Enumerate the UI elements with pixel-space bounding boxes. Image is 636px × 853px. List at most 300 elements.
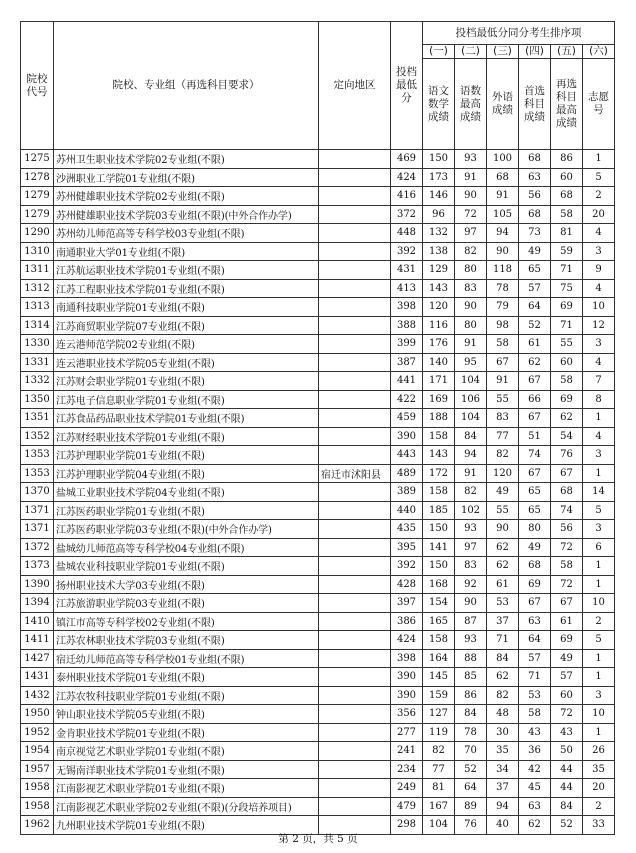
cell-preference-no: 5 — [583, 168, 615, 187]
cell-foreign-language: 78 — [487, 279, 519, 298]
cell-chinese-math: 150 — [423, 520, 455, 539]
cell-chinese-math: 120 — [423, 298, 455, 317]
cell-max-chinese-math: 70 — [455, 742, 487, 761]
cell-chinese-math: 96 — [423, 205, 455, 224]
table-row — [21, 668, 615, 687]
cell-first-subject: 64 — [519, 631, 551, 650]
cell-chinese-math: 168 — [423, 575, 455, 594]
cell-min-score: 388 — [391, 316, 423, 335]
cell-first-subject: 49 — [519, 242, 551, 261]
cell-foreign-language: 90 — [487, 520, 519, 539]
cell-chinese-math: 158 — [423, 483, 455, 502]
cell-max-chinese-math: 91 — [455, 464, 487, 483]
table-row — [21, 279, 615, 298]
cell-preference-no: 4 — [583, 353, 615, 372]
cell-first-subject: 52 — [519, 316, 551, 335]
table-row — [21, 205, 615, 224]
cell-region — [319, 612, 391, 631]
cell-first-subject: 36 — [519, 742, 551, 761]
cell-preference-no: 5 — [583, 501, 615, 520]
cell-code: 1351 — [21, 409, 54, 428]
cell-foreign-language: 67 — [487, 353, 519, 372]
cell-chinese-math: 159 — [423, 686, 455, 705]
cell-code: 1958 — [21, 779, 54, 798]
cell-code: 1411 — [21, 631, 54, 650]
cell-code: 1350 — [21, 390, 54, 409]
table-row — [21, 298, 615, 317]
cell-chinese-math: 188 — [423, 409, 455, 428]
cell-name: 江南影视艺术职业学院02专业组(不限)(分段培养项目) — [54, 797, 319, 816]
header-col-num: (三) — [487, 45, 519, 59]
cell-name: 江苏农林职业技术学院03专业组(不限) — [54, 631, 319, 650]
cell-region — [319, 742, 391, 761]
cell-max-elective: 76 — [551, 446, 583, 465]
table-row — [21, 187, 615, 206]
admission-score-table — [20, 21, 615, 835]
cell-code: 1311 — [21, 261, 54, 280]
cell-code: 1330 — [21, 335, 54, 354]
cell-chinese-math: 173 — [423, 168, 455, 187]
cell-max-elective: 56 — [551, 520, 583, 539]
cell-region — [319, 335, 391, 354]
cell-max-chinese-math: 90 — [455, 187, 487, 206]
cell-max-chinese-math: 97 — [455, 538, 487, 557]
header-name: 院校、专业组（再选科目要求） — [54, 22, 319, 150]
cell-code: 1313 — [21, 298, 54, 317]
cell-region — [319, 779, 391, 798]
cell-name: 江苏护理职业学院04专业组(不限) — [54, 464, 319, 483]
cell-chinese-math: 172 — [423, 464, 455, 483]
cell-max-chinese-math: 95 — [455, 353, 487, 372]
cell-first-subject: 67 — [519, 372, 551, 391]
cell-chinese-math: 167 — [423, 797, 455, 816]
cell-min-score: 398 — [391, 649, 423, 668]
cell-code: 1371 — [21, 501, 54, 520]
cell-name: 盐城幼儿师范高等专科学校04专业组(不限) — [54, 538, 319, 557]
cell-name: 江苏商贸职业学院07专业组(不限) — [54, 316, 319, 335]
cell-code: 1431 — [21, 668, 54, 687]
cell-region — [319, 760, 391, 779]
cell-chinese-math: 116 — [423, 316, 455, 335]
table-row — [21, 501, 615, 520]
cell-region — [319, 168, 391, 187]
cell-foreign-language: 61 — [487, 575, 519, 594]
cell-code: 1958 — [21, 797, 54, 816]
cell-max-chinese-math: 94 — [455, 446, 487, 465]
cell-max-elective: 61 — [551, 612, 583, 631]
cell-max-elective: 59 — [551, 242, 583, 261]
cell-foreign-language: 55 — [487, 390, 519, 409]
cell-first-subject: 57 — [519, 279, 551, 298]
cell-max-elective: 69 — [551, 390, 583, 409]
cell-preference-no: 2 — [583, 612, 615, 631]
cell-max-chinese-math: 85 — [455, 668, 487, 687]
cell-first-subject: 53 — [519, 686, 551, 705]
cell-chinese-math: 146 — [423, 187, 455, 206]
cell-max-elective: 69 — [551, 298, 583, 317]
cell-max-chinese-math: 82 — [455, 483, 487, 502]
cell-max-chinese-math: 83 — [455, 557, 487, 576]
cell-min-score: 389 — [391, 483, 423, 502]
cell-min-score: 448 — [391, 224, 423, 243]
cell-min-score: 416 — [391, 187, 423, 206]
cell-chinese-math: 129 — [423, 261, 455, 280]
cell-foreign-language: 98 — [487, 316, 519, 335]
cell-region — [319, 797, 391, 816]
cell-first-subject: 68 — [519, 205, 551, 224]
cell-min-score: 234 — [391, 760, 423, 779]
cell-first-subject: 67 — [519, 594, 551, 613]
cell-max-elective: 52 — [551, 816, 583, 835]
cell-min-score: 489 — [391, 464, 423, 483]
cell-max-elective: 72 — [551, 575, 583, 594]
cell-preference-no: 7 — [583, 372, 615, 391]
cell-code: 1954 — [21, 742, 54, 761]
cell-max-elective: 68 — [551, 483, 583, 502]
cell-first-subject: 64 — [519, 298, 551, 317]
cell-name: 南通科技职业学院01专业组(不限) — [54, 298, 319, 317]
cell-chinese-math: 185 — [423, 501, 455, 520]
cell-code: 1331 — [21, 353, 54, 372]
cell-foreign-language: 118 — [487, 261, 519, 280]
cell-name: 苏州健雄职业技术学院03专业组(不限)(中外合作办学) — [54, 205, 319, 224]
cell-preference-no: 35 — [583, 760, 615, 779]
cell-first-subject: 63 — [519, 612, 551, 631]
cell-region — [319, 224, 391, 243]
cell-foreign-language: 71 — [487, 631, 519, 650]
cell-min-score: 241 — [391, 742, 423, 761]
cell-region — [319, 557, 391, 576]
cell-preference-no: 1 — [583, 668, 615, 687]
cell-preference-no: 3 — [583, 520, 615, 539]
cell-max-chinese-math: 104 — [455, 409, 487, 428]
cell-first-subject: 45 — [519, 779, 551, 798]
cell-code: 1427 — [21, 649, 54, 668]
cell-code: 1279 — [21, 187, 54, 206]
cell-first-subject: 57 — [519, 649, 551, 668]
table-row — [21, 779, 615, 798]
page-footer: 第 2 页，共 5 页 — [278, 833, 358, 845]
table-row — [21, 649, 615, 668]
cell-code: 1353 — [21, 446, 54, 465]
table-row — [21, 557, 615, 576]
cell-region — [319, 242, 391, 261]
cell-preference-no: 20 — [583, 205, 615, 224]
cell-first-subject: 62 — [519, 816, 551, 835]
cell-region — [319, 631, 391, 650]
cell-min-score: 399 — [391, 335, 423, 354]
cell-name: 盐城工业职业技术学院04专业组(不限) — [54, 483, 319, 502]
cell-region — [319, 705, 391, 724]
cell-min-score: 372 — [391, 205, 423, 224]
cell-max-elective: 71 — [551, 316, 583, 335]
header-min-score: 投档最低分 — [391, 22, 423, 150]
cell-region — [319, 686, 391, 705]
cell-max-elective: 54 — [551, 427, 583, 446]
cell-foreign-language: 62 — [487, 538, 519, 557]
cell-name: 江苏旅游职业学院03专业组(不限) — [54, 594, 319, 613]
cell-max-chinese-math: 93 — [455, 150, 487, 169]
table-row — [21, 797, 615, 816]
cell-chinese-math: 145 — [423, 668, 455, 687]
cell-chinese-math: 119 — [423, 723, 455, 742]
cell-region — [319, 261, 391, 280]
cell-region — [319, 205, 391, 224]
cell-chinese-math: 140 — [423, 353, 455, 372]
cell-chinese-math: 143 — [423, 446, 455, 465]
cell-chinese-math: 164 — [423, 649, 455, 668]
header-col-label: 再选科目最高成绩 — [551, 59, 583, 150]
header-code: 院校代号 — [21, 22, 54, 150]
cell-name: 钟山职业技术学院05专业组(不限) — [54, 705, 319, 724]
table-row — [21, 390, 615, 409]
admission-score-table-container — [20, 21, 614, 835]
cell-region — [319, 538, 391, 557]
cell-max-chinese-math: 88 — [455, 649, 487, 668]
cell-first-subject: 66 — [519, 390, 551, 409]
cell-code: 1962 — [21, 816, 54, 835]
cell-preference-no: 26 — [583, 742, 615, 761]
cell-region — [319, 594, 391, 613]
cell-foreign-language: 62 — [487, 557, 519, 576]
cell-code: 1957 — [21, 760, 54, 779]
cell-chinese-math: 150 — [423, 557, 455, 576]
cell-max-elective: 72 — [551, 705, 583, 724]
cell-min-score: 395 — [391, 538, 423, 557]
cell-min-score: 298 — [391, 816, 423, 835]
cell-code: 1314 — [21, 316, 54, 335]
cell-min-score: 392 — [391, 242, 423, 261]
cell-max-chinese-math: 82 — [455, 242, 487, 261]
cell-max-elective: 74 — [551, 501, 583, 520]
cell-chinese-math: 154 — [423, 594, 455, 613]
cell-max-chinese-math: 52 — [455, 760, 487, 779]
cell-min-score: 422 — [391, 390, 423, 409]
cell-max-chinese-math: 80 — [455, 261, 487, 280]
cell-max-chinese-math: 90 — [455, 594, 487, 613]
cell-chinese-math: 158 — [423, 631, 455, 650]
cell-min-score: 435 — [391, 520, 423, 539]
cell-region — [319, 298, 391, 317]
cell-foreign-language: 35 — [487, 742, 519, 761]
cell-min-score: 424 — [391, 631, 423, 650]
cell-min-score: 441 — [391, 372, 423, 391]
cell-foreign-language: 37 — [487, 612, 519, 631]
cell-max-elective: 43 — [551, 723, 583, 742]
cell-code: 1952 — [21, 723, 54, 742]
cell-max-elective: 72 — [551, 538, 583, 557]
cell-foreign-language: 68 — [487, 168, 519, 187]
cell-chinese-math: 150 — [423, 150, 455, 169]
cell-name: 江苏护理职业学院01专业组(不限) — [54, 446, 319, 465]
cell-region — [319, 316, 391, 335]
cell-max-chinese-math: 104 — [455, 372, 487, 391]
cell-name: 泰州职业技术学院01专业组(不限) — [54, 668, 319, 687]
cell-max-chinese-math: 87 — [455, 612, 487, 631]
cell-first-subject: 42 — [519, 760, 551, 779]
cell-max-chinese-math: 92 — [455, 575, 487, 594]
cell-chinese-math: 104 — [423, 816, 455, 835]
cell-first-subject: 68 — [519, 557, 551, 576]
cell-foreign-language: 83 — [487, 409, 519, 428]
cell-preference-no: 4 — [583, 224, 615, 243]
cell-max-chinese-math: 80 — [455, 316, 487, 335]
cell-region — [319, 150, 391, 169]
cell-min-score: 392 — [391, 557, 423, 576]
cell-foreign-language: 48 — [487, 705, 519, 724]
cell-first-subject: 61 — [519, 335, 551, 354]
cell-name: 江南影视艺术职业学院01专业组(不限) — [54, 779, 319, 798]
header-col-num: (四) — [519, 45, 551, 59]
table-row — [21, 261, 615, 280]
cell-min-score: 397 — [391, 594, 423, 613]
cell-code: 1353 — [21, 464, 54, 483]
cell-foreign-language: 58 — [487, 335, 519, 354]
cell-preference-no: 8 — [583, 390, 615, 409]
cell-max-chinese-math: 91 — [455, 335, 487, 354]
cell-preference-no: 9 — [583, 261, 615, 280]
table-row — [21, 464, 615, 483]
cell-name: 江苏医药职业学院03专业组(不限)(中外合作办学) — [54, 520, 319, 539]
cell-foreign-language: 53 — [487, 594, 519, 613]
cell-max-elective: 71 — [551, 261, 583, 280]
cell-min-score: 459 — [391, 409, 423, 428]
cell-min-score: 277 — [391, 723, 423, 742]
cell-min-score: 386 — [391, 612, 423, 631]
cell-max-elective: 60 — [551, 168, 583, 187]
cell-first-subject: 65 — [519, 483, 551, 502]
table-row — [21, 594, 615, 613]
cell-name: 江苏食品药品职业技术学院01专业组(不限) — [54, 409, 319, 428]
cell-code: 1410 — [21, 612, 54, 631]
cell-max-elective: 67 — [551, 464, 583, 483]
cell-first-subject: 63 — [519, 168, 551, 187]
cell-min-score: 413 — [391, 279, 423, 298]
cell-min-score: 431 — [391, 261, 423, 280]
cell-name: 盐城农业科技职业学院01专业组(不限) — [54, 557, 319, 576]
cell-max-chinese-math: 91 — [455, 168, 487, 187]
cell-name: 江苏工程职业技术学院01专业组(不限) — [54, 279, 319, 298]
cell-max-elective: 60 — [551, 353, 583, 372]
cell-first-subject: 80 — [519, 520, 551, 539]
table-row — [21, 335, 615, 354]
cell-first-subject: 43 — [519, 723, 551, 742]
table-row — [21, 686, 615, 705]
cell-first-subject: 73 — [519, 224, 551, 243]
cell-foreign-language: 94 — [487, 797, 519, 816]
cell-region — [319, 353, 391, 372]
cell-preference-no: 10 — [583, 594, 615, 613]
cell-preference-no: 1 — [583, 575, 615, 594]
cell-preference-no: 2 — [583, 797, 615, 816]
cell-preference-no: 4 — [583, 279, 615, 298]
cell-name: 江苏医药职业学院01专业组(不限) — [54, 501, 319, 520]
cell-code: 1372 — [21, 538, 54, 557]
cell-code: 1394 — [21, 594, 54, 613]
cell-foreign-language: 79 — [487, 298, 519, 317]
cell-code: 1278 — [21, 168, 54, 187]
cell-region — [319, 520, 391, 539]
cell-max-elective: 62 — [551, 409, 583, 428]
cell-max-chinese-math: 64 — [455, 779, 487, 798]
cell-min-score: 469 — [391, 150, 423, 169]
cell-max-chinese-math: 93 — [455, 631, 487, 650]
cell-min-score: 443 — [391, 446, 423, 465]
cell-preference-no: 1 — [583, 150, 615, 169]
cell-max-elective: 86 — [551, 150, 583, 169]
cell-preference-no: 1 — [583, 557, 615, 576]
cell-name: 苏州幼儿师范高等专科学校03专业组(不限) — [54, 224, 319, 243]
cell-min-score: 390 — [391, 686, 423, 705]
cell-first-subject: 63 — [519, 797, 551, 816]
cell-name: 江苏财经职业技术学院01专业组(不限) — [54, 427, 319, 446]
table-row — [21, 316, 615, 335]
header-col-num: (五) — [551, 45, 583, 59]
cell-min-score: 390 — [391, 668, 423, 687]
cell-foreign-language: 120 — [487, 464, 519, 483]
cell-max-chinese-math: 106 — [455, 390, 487, 409]
cell-max-chinese-math: 72 — [455, 205, 487, 224]
cell-code: 1275 — [21, 150, 54, 169]
cell-name: 南通职业大学01专业组(不限) — [54, 242, 319, 261]
cell-max-chinese-math: 76 — [455, 816, 487, 835]
cell-max-elective: 75 — [551, 279, 583, 298]
cell-region — [319, 279, 391, 298]
cell-name: 连云港职业技术学院05专业组(不限) — [54, 353, 319, 372]
cell-name: 苏州卫生职业技术学院02专业组(不限) — [54, 150, 319, 169]
cell-region — [319, 427, 391, 446]
cell-name: 江苏财会职业学院01专业组(不限) — [54, 372, 319, 391]
cell-name: 江苏农牧科技职业学院01专业组(不限) — [54, 686, 319, 705]
cell-first-subject: 51 — [519, 427, 551, 446]
table-row — [21, 631, 615, 650]
table-row — [21, 242, 615, 261]
cell-min-score: 249 — [391, 779, 423, 798]
header-col-label: 语文数学成绩 — [423, 59, 455, 150]
cell-preference-no: 5 — [583, 631, 615, 650]
cell-region — [319, 723, 391, 742]
cell-region — [319, 649, 391, 668]
cell-preference-no: 2 — [583, 187, 615, 206]
cell-foreign-language: 91 — [487, 372, 519, 391]
cell-foreign-language: 105 — [487, 205, 519, 224]
cell-max-elective: 81 — [551, 224, 583, 243]
cell-first-subject: 49 — [519, 538, 551, 557]
table-row — [21, 224, 615, 243]
cell-preference-no: 14 — [583, 483, 615, 502]
cell-foreign-language: 37 — [487, 779, 519, 798]
cell-min-score: 479 — [391, 797, 423, 816]
cell-name: 无锡南洋职业技术学院01专业组(不限) — [54, 760, 319, 779]
cell-first-subject: 69 — [519, 575, 551, 594]
cell-name: 镇江市高等专科学校02专业组(不限) — [54, 612, 319, 631]
cell-max-elective: 60 — [551, 686, 583, 705]
cell-region — [319, 409, 391, 428]
cell-preference-no: 1 — [583, 723, 615, 742]
cell-max-elective: 44 — [551, 760, 583, 779]
header-region: 定向地区 — [319, 22, 391, 150]
cell-first-subject: 65 — [519, 501, 551, 520]
header-col-num: (一) — [423, 45, 455, 59]
cell-chinese-math: 81 — [423, 779, 455, 798]
cell-chinese-math: 77 — [423, 760, 455, 779]
cell-max-elective: 58 — [551, 372, 583, 391]
cell-max-elective: 67 — [551, 594, 583, 613]
cell-chinese-math: 176 — [423, 335, 455, 354]
cell-chinese-math: 158 — [423, 427, 455, 446]
cell-region — [319, 187, 391, 206]
cell-first-subject: 67 — [519, 409, 551, 428]
